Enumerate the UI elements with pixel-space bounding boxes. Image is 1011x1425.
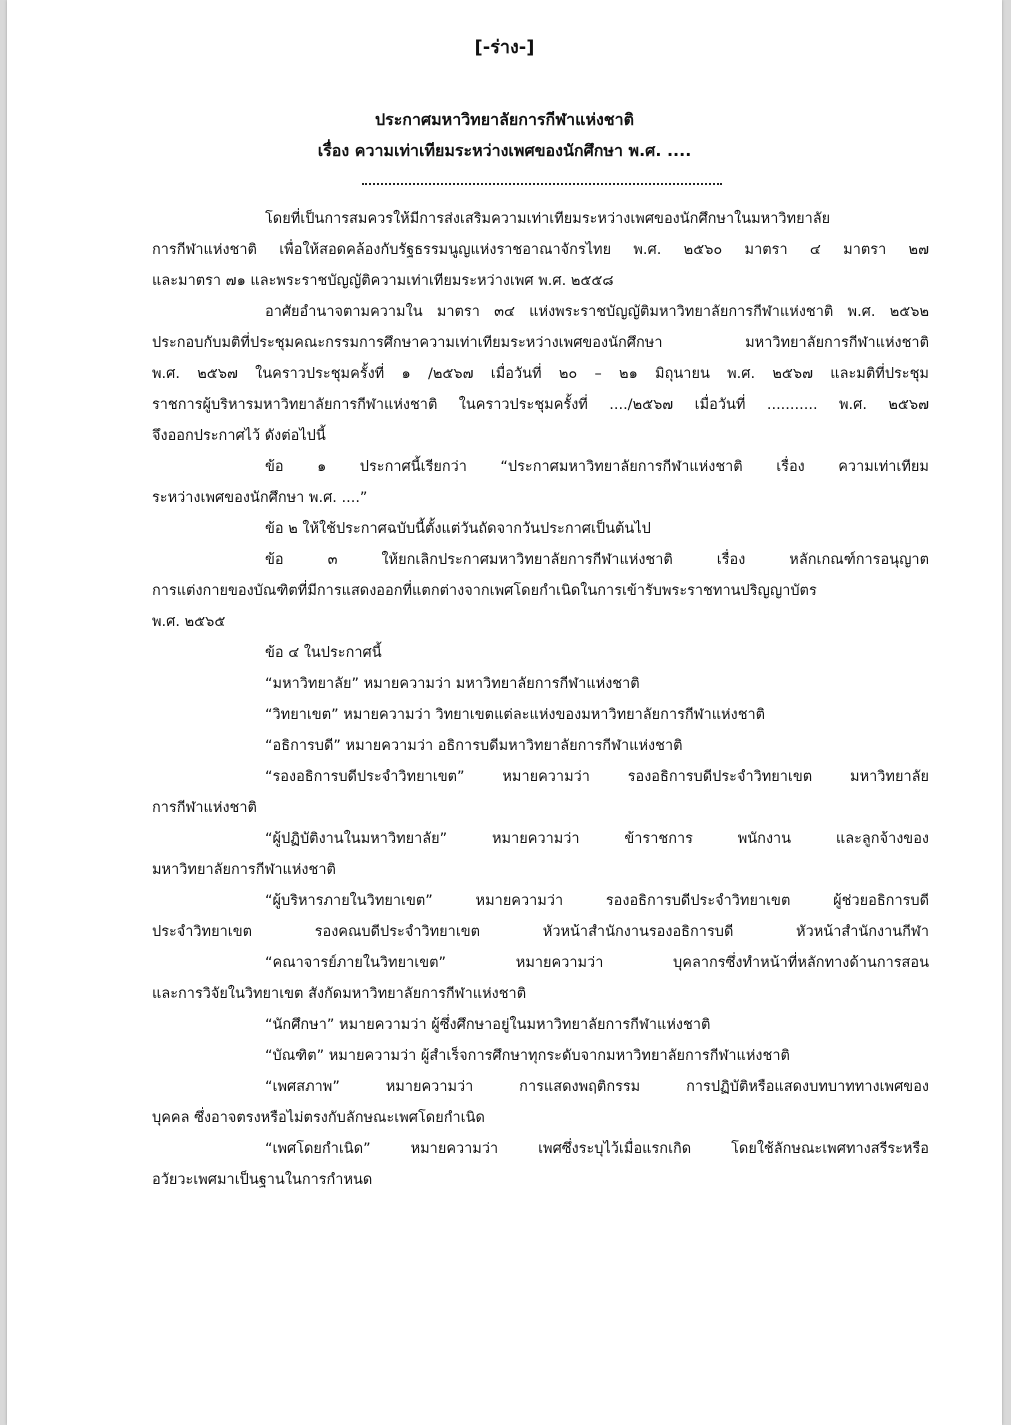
paragraph-line: ประกอบกับมติที่ประชุมคณะกรรมการศึกษาความเท่าเทียมระหว่างเพศของนักศึกษา มหาวิทยาลัยการกีฬาแห่งชาติ: [152, 335, 929, 351]
definition-line: “มหาวิทยาลัย” หมายความว่า มหาวิทยาลัยการกีฬาแห่งชาติ: [265, 676, 640, 692]
paragraph-line: และมาตรา ๗๑ และพระราชบัญญัติความเท่าเทียมระหว่างเพศ พ.ศ. ๒๕๕๘: [152, 273, 614, 289]
draft-label: [-ร่าง-]: [474, 37, 535, 58]
document-page: [7, 0, 1002, 1425]
clause-3-line: พ.ศ. ๒๕๖๕: [152, 614, 226, 630]
definition-line: “เพศสภาพ” หมายความว่า การแสดงพฤติกรรม การปฏิบัติหรือแสดงบทบาททางเพศของ: [265, 1079, 929, 1095]
dotted-divider: [362, 171, 722, 185]
document-subject: เรื่อง ความเท่าเทียมระหว่างเพศของนักศึกษา พ.ศ. ....: [317, 141, 692, 160]
paragraph-line: จึงออกประกาศไว้ ดังต่อไปนี้: [152, 428, 326, 444]
paragraph-line: อาศัยอำนาจตามความใน มาตรา ๓๔ แห่งพระราชบัญญัติมหาวิทยาลัยการกีฬาแห่งชาติ พ.ศ. ๒๕๖๒: [265, 304, 929, 320]
document-title: ประกาศมหาวิทยาลัยการกีฬาแห่งชาติ: [374, 110, 635, 129]
definition-line: และการวิจัยในวิทยาเขต สังกัดมหาวิทยาลัยการกีฬาแห่งชาติ: [152, 986, 527, 1002]
definition-line: “รองอธิการบดีประจำวิทยาเขต” หมายความว่า รองอธิการบดีประจำวิทยาเขต มหาวิทยาลัย: [265, 769, 929, 785]
definition-line: “บัณฑิต” หมายความว่า ผู้สำเร็จการศึกษาทุกระดับจากมหาวิทยาลัยการกีฬาแห่งชาติ: [265, 1048, 790, 1064]
clause-3-line: การแต่งกายของบัณฑิตที่มีการแสดงออกที่แตกต่างจากเพศโดยกำเนิดในการเข้ารับพระราชทานปริญญาบัตร: [152, 583, 817, 599]
paragraph-line: การกีฬาแห่งชาติ เพื่อให้สอดคล้องกับรัฐธรรมนูญแห่งราชอาณาจักรไทย พ.ศ. ๒๕๖๐ มาตรา ๔ มาตรา ๒๗: [152, 242, 929, 258]
paragraph-line: โดยที่เป็นการสมควรให้มีการส่งเสริมความเท่าเทียมระหว่างเพศของนักศึกษาในมหาวิทยาลัย: [265, 211, 831, 227]
clause-4-line: ข้อ ๔ ในประกาศนี้: [265, 645, 382, 661]
definition-line: การกีฬาแห่งชาติ: [152, 800, 257, 816]
definition-line: “ผู้ปฏิบัติงานในมหาวิทยาลัย” หมายความว่า ข้าราชการ พนักงาน และลูกจ้างของ: [265, 831, 929, 847]
definition-line: “อธิการบดี” หมายความว่า อธิการบดีมหาวิทยาลัยการกีฬาแห่งชาติ: [265, 738, 683, 754]
definition-line: “คณาจารย์ภายในวิทยาเขต” หมายความว่า บุคลากรซึ่งทำหน้าที่หลักทางด้านการสอน: [265, 955, 929, 971]
definition-line: “เพศโดยกำเนิด” หมายความว่า เพศซึ่งระบุไว้เมื่อแรกเกิด โดยใช้ลักษณะเพศทางสรีระหรือ: [265, 1141, 929, 1157]
definition-line: “นักศึกษา” หมายความว่า ผู้ซึ่งศึกษาอยู่ในมหาวิทยาลัยการกีฬาแห่งชาติ: [265, 1017, 711, 1033]
clause-1-line: ข้อ ๑ ประกาศนี้เรียกว่า “ประกาศมหาวิทยาลัยการกีฬาแห่งชาติ เรื่อง ความเท่าเทียม: [265, 459, 929, 475]
definition-line: มหาวิทยาลัยการกีฬาแห่งชาติ: [152, 862, 336, 878]
paragraph-line: ราชการผู้บริหารมหาวิทยาลัยการกีฬาแห่งชาติ ในคราวประชุมครั้งที่ ..../๒๕๖๗ เมื่อวันที่ ........... พ.ศ. ๒๕๖๗: [152, 397, 929, 413]
paragraph-line: พ.ศ. ๒๕๖๗ ในคราวประชุมครั้งที่ ๑ /๒๕๖๗ เมื่อวันที่ ๒๐ – ๒๑ มิถุนายน พ.ศ. ๒๕๖๗ และมติที่ประชุม: [152, 366, 929, 382]
definition-line: ประจำวิทยาเขต รองคณบดีประจำวิทยาเขต หัวหน้าสำนักงานรองอธิการบดี หัวหน้าสำนักงานกีฬา: [152, 924, 929, 940]
definition-line: “ผู้บริหารภายในวิทยาเขต” หมายความว่า รองอธิการบดีประจำวิทยาเขต ผู้ช่วยอธิการบดี: [265, 893, 929, 909]
definition-line: บุคคล ซึ่งอาจตรงหรือไม่ตรงกับลักษณะเพศโดยกำเนิด: [152, 1110, 485, 1126]
clause-1-line: ระหว่างเพศของนักศึกษา พ.ศ. ....”: [152, 490, 368, 506]
clause-2-line: ข้อ ๒ ให้ใช้ประกาศฉบับนี้ตั้งแต่วันถัดจากวันประกาศเป็นต้นไป: [265, 521, 651, 537]
definition-line: อวัยวะเพศมาเป็นฐานในการกำหนด: [152, 1172, 373, 1188]
definition-line: “วิทยาเขต” หมายความว่า วิทยาเขตแต่ละแห่งของมหาวิทยาลัยการกีฬาแห่งชาติ: [265, 707, 766, 723]
clause-3-line: ข้อ ๓ ให้ยกเลิกประกาศมหาวิทยาลัยการกีฬาแห่งชาติ เรื่อง หลักเกณฑ์การอนุญาต: [265, 552, 929, 568]
